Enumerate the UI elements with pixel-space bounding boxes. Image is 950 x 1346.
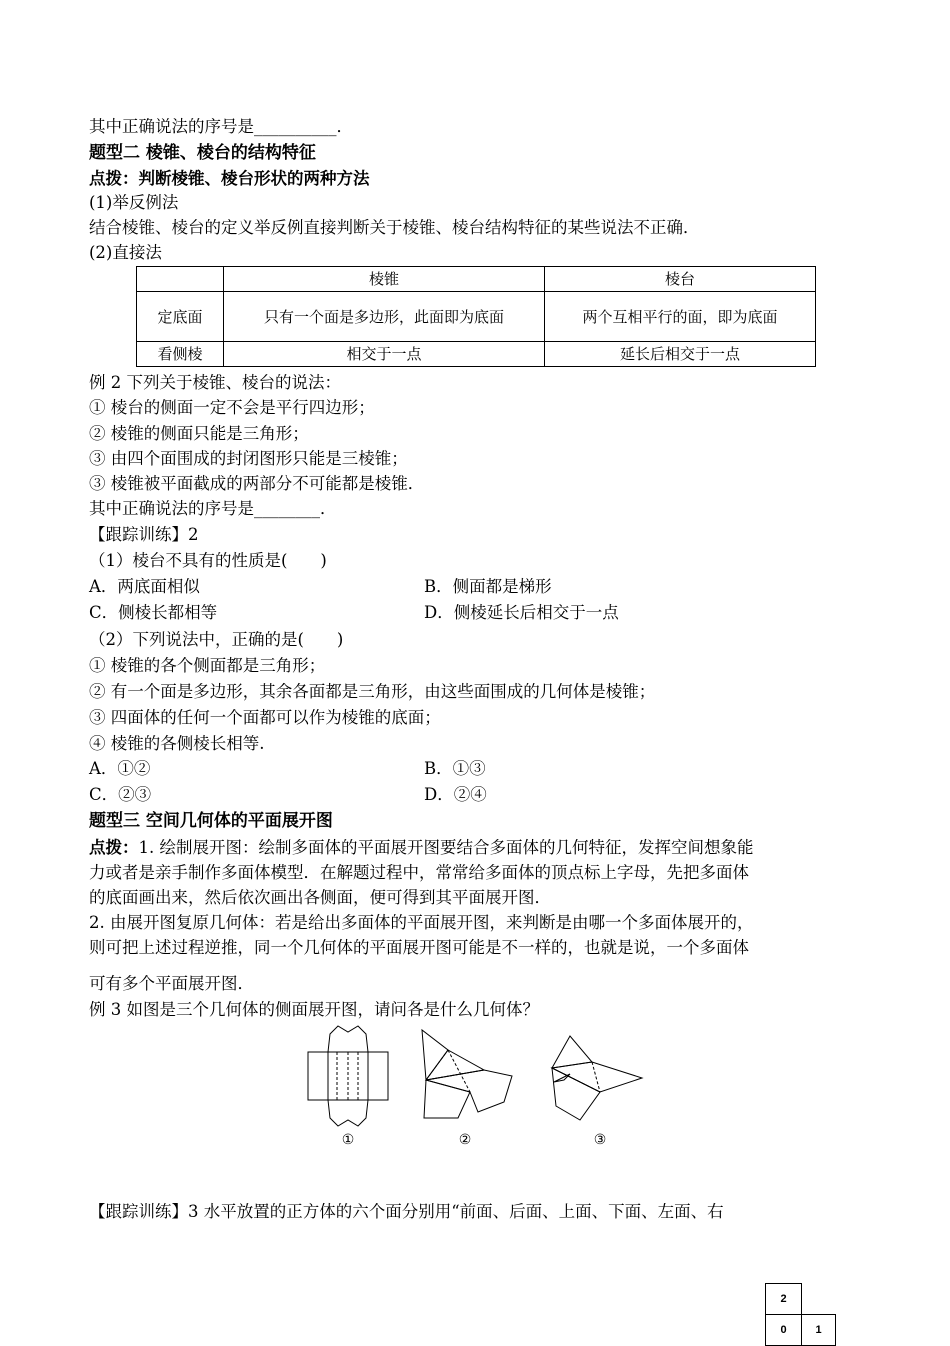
example-3-title: 例 3 如图是三个几何体的侧面展开图，请问各是什么几何体？ (89, 1000, 539, 1019)
example-2-item: ③ 由四个面围成的封闭图形只能是三棱锥； (89, 449, 408, 468)
method-1-desc: 结合棱锥、棱台的定义举反例直接判断关于棱锥、棱台结构特征的某些说法不正确． (89, 218, 700, 237)
example-2-item: ② 棱锥的侧面只能是三角形； (89, 424, 309, 443)
table-header-row (137, 267, 816, 292)
tip-3-line: 2. 由展开图复原几何体：若是给出多面体的平面展开图，来判断是由哪一个多面体展开的， (89, 913, 754, 932)
section-heading-3: 题型三 空间几何体的平面展开图 (89, 811, 333, 831)
table-cell: 只有一个面是多边形，此面即为底面 (224, 292, 545, 342)
tip-heading-2: 点拨：判断棱锥、棱台形状的两种方法 (89, 169, 370, 188)
q2-item: ③ 四面体的任何一个面都可以作为棱锥的底面； (89, 708, 441, 727)
grid-cell: 0 (765, 1314, 802, 1346)
q2-option-d: D．②④ (424, 785, 487, 804)
table-header-cell: 棱台 (545, 267, 816, 292)
prism-net-figure (308, 1026, 388, 1126)
table-header-cell (137, 267, 224, 292)
track-2-title: 【跟踪训练】2 (89, 525, 199, 544)
grid-cell: 2 (765, 1283, 802, 1315)
track-3-line: 【跟踪训练】3 水平放置的正方体的六个面分别用“前面、后面、上面、下面、左面、右 (89, 1202, 724, 1221)
q2-option-a: A．①② (89, 759, 151, 778)
method-1-title: (1)举反例法 (89, 193, 179, 212)
method-2-title: (2)直接法 (89, 243, 162, 262)
example-2-answer: 其中正确说法的序号是________． (89, 499, 337, 518)
table-row (137, 342, 816, 367)
table-cell: 两个互相平行的面，即为底面 (545, 292, 816, 342)
q1-option-a: A．两底面相似 (89, 577, 200, 596)
q2-item: ① 棱锥的各个侧面都是三角形； (89, 656, 326, 675)
q1-option-d: D．侧棱延长后相交于一点 (424, 603, 619, 622)
q1-option-c: C．侧棱长都相等 (89, 603, 218, 622)
table-row (137, 292, 816, 342)
q2-item: ④ 棱锥的各侧棱长相等. (89, 734, 265, 753)
comparison-table (136, 266, 816, 367)
cube-number-grid (765, 1283, 835, 1344)
figure-label-2: ② (458, 1132, 472, 1148)
q2-item: ② 有一个面是多边形，其余各面都是三角形，由这些面围成的几何体是棱锥； (89, 682, 656, 701)
tip-3-text: 1. 绘制展开图：绘制多面体的平面展开图要结合多面体的几何特征，发挥空间想象能 (138, 838, 754, 857)
q2-option-c: C．②③ (89, 785, 152, 804)
tip-3-label: 点拨： (89, 838, 139, 857)
figure-label-3: ③ (593, 1132, 607, 1148)
table-cell: 定底面 (137, 292, 224, 342)
track-2-q1: （1）棱台不具有的性质是( ) (89, 551, 327, 570)
tip-3-line: 的底面画出来，然后依次画出各侧面，便可得到其平面展开图． (89, 888, 551, 907)
example-2-title: 例 2 下列关于棱锥、棱台的说法： (89, 373, 341, 392)
q2-option-b: B．①③ (424, 759, 486, 778)
table-header-cell: 棱锥 (224, 267, 545, 292)
example-2-item: ③ 棱锥被平面截成的两部分不可能都是棱锥． (89, 474, 425, 493)
table-cell: 相交于一点 (224, 342, 545, 367)
table-cell: 看侧棱 (137, 342, 224, 367)
tip-3-line (89, 836, 754, 860)
tip-3-line: 力或者是亲手制作多面体模型．在解题过程中，常常给多面体的顶点标上字母，先把多面体 (89, 863, 749, 882)
section-heading-2: 题型二 棱锥、棱台的结构特征 (89, 143, 316, 163)
triangular-net-figure (552, 1036, 642, 1120)
figure-label-1: ① (341, 1132, 355, 1148)
table-cell: 延长后相交于一点 (545, 342, 816, 367)
grid-cell: 1 (801, 1314, 836, 1346)
tip-3-line: 可有多个平面展开图． (89, 974, 254, 993)
line-answer-blank: 其中正确说法的序号是__________． (89, 117, 353, 136)
q1-option-b: B．侧面都是梯形 (424, 577, 552, 596)
track-2-q2: （2）下列说法中，正确的是( ) (89, 630, 344, 649)
tip-3-line: 则可把上述过程逆推，同一个几何体的平面展开图可能是不一样的，也就是说，一个多面体 (89, 938, 749, 957)
net-figures (300, 1022, 650, 1152)
example-2-item: ① 棱台的侧面一定不会是平行四边形； (89, 398, 375, 417)
pyramid-net-figure (422, 1030, 512, 1118)
